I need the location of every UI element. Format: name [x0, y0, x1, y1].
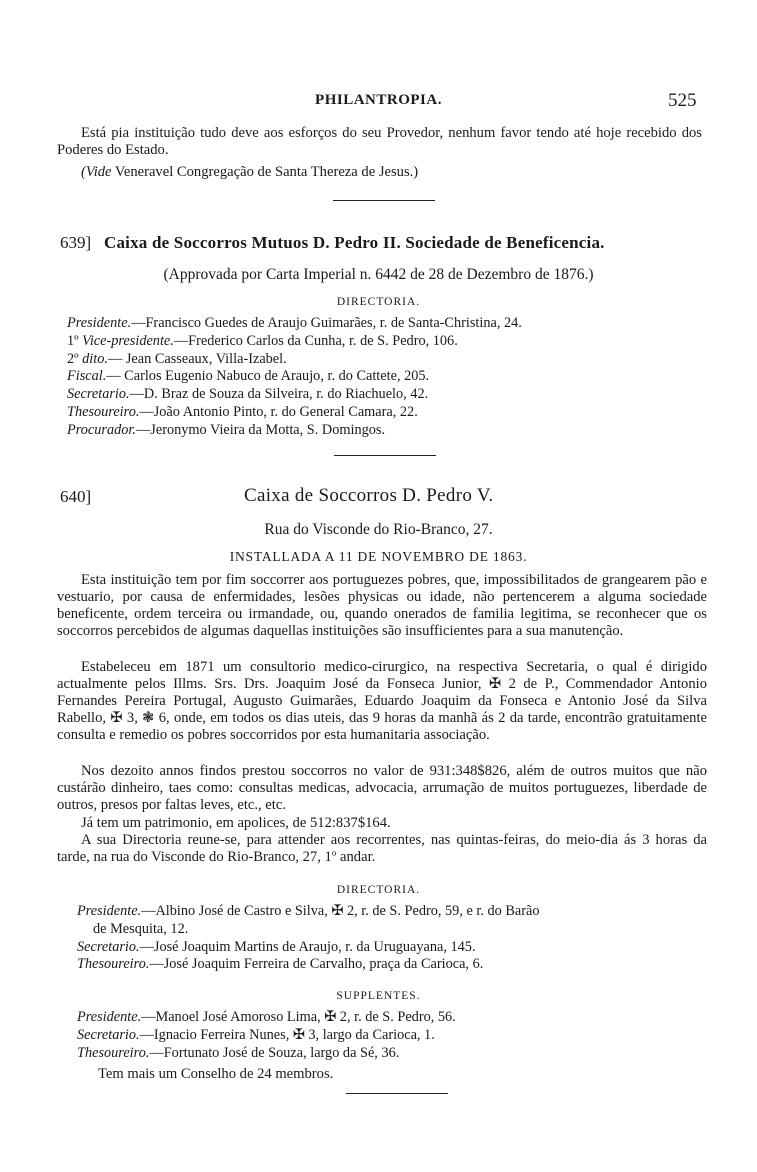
board-role: Secretario. [77, 1026, 140, 1043]
board-member-continuation: de Mesquita, 12. [93, 920, 189, 937]
board-heading: DIRECTORIA. [336, 296, 421, 308]
board-role: Secretario. [67, 386, 130, 403]
see-also-note [81, 164, 418, 181]
board-member-details: —Frederico Carlos da Cunha, r. de S. Pedro, 106. [173, 332, 458, 349]
board-member-details: —Manoel José Amoroso Lima, ✠ 2, r. de S. Pedro, 56. [141, 1009, 456, 1025]
board-member-details: —Albino José de Castro e Silva, ✠ 2, r. de S. Pedro, 59, e r. do Barão [141, 903, 540, 919]
board-member [67, 422, 522, 440]
board-member-details: —Ignacio Ferreira Nunes, ✠ 3, largo da Carioca, 1. [139, 1026, 435, 1043]
board-member: 1º Vice-presidente.—Frederico Carlos da Cunha, r. de S. Pedro, 106. [67, 332, 458, 349]
board-member [77, 939, 540, 957]
entry-approval: (Approvada por Carta Imperial n. 6442 de 28 de Dezembro de 1876.) [163, 266, 594, 283]
substitute-member [77, 1009, 456, 1027]
board-member: 2º dito.— Jean Casseaux, Villa-Izabel. [67, 350, 287, 367]
board-member-details: —Jeronymo Vieira da Motta, S. Domingos. [135, 421, 386, 438]
description-paragraph: Nos dezoito annos findos prestou soccorros no valor de 931:348$826, além de outros muitos que não custárão dinheiro, taes como: consultas medicas, advocacia, arrumação de muitos portuguezes, liberdade de outros, presos por faltas leves, etc., etc. [57, 763, 707, 813]
preceding-paragraph: Está pia instituição tudo deve aos esforços do seu Provedor, nenhum favor tendo até hoje recebido dos Poderes do Estado. [57, 125, 702, 158]
board-role: Thesoureiro. [77, 956, 150, 973]
board-role: Fiscal. [67, 368, 107, 385]
board-member-details: —D. Braz de Souza da Silveira, r. do Riachuelo, 42. [129, 386, 429, 403]
council-note: Tem mais um Conselho de 24 membros. [98, 1066, 334, 1082]
board-list [77, 903, 540, 974]
description-paragraph: Estabeleceu em 1871 um consultorio medico-cirurgico, na respectiva Secretaria, o qual é dirigido actualmente pelos Illms. Srs. Drs. Joaquim José da Fonseca Junior, ✠ 2 de P., Commendador Antonio Fernandes Pereira Portugal, Augusto Guimarães, Eduardo Joaquim da Fonseca e Antonio José da Silva Rabello, ✠ 3, ❃ 6, onde, em todos os dias uteis, das 9 horas da manhã ás 2 da tarde, encontrão gratuitamente consulta e remedio os pobres soccorridos por esta humanitaria associação. [57, 659, 707, 743]
see-also-prefix: (Vide [81, 164, 112, 180]
entry-title: Caixa de Soccorros Mutuos D. Pedro II. Sociedade de Beneficencia. [104, 233, 605, 252]
substitutes-list [77, 1009, 456, 1062]
description-paragraph: A sua Directoria reune-se, para attender aos recorrentes, nas quintas-feiras, do meio-dia ás 3 horas da tarde, na rua do Visconde do Rio-Branco, 27, 1º andar. [57, 832, 707, 865]
page-number: 525 [668, 90, 697, 111]
section-divider [334, 455, 436, 456]
board-role: Vice-presidente. [82, 332, 174, 349]
board-heading: DIRECTORIA. [336, 884, 421, 896]
entry-title: Caixa de Soccorros D. Pedro V. [244, 485, 494, 506]
board-member-details: —José Joaquim Martins de Araujo, r. da Uruguayana, 145. [139, 938, 476, 955]
board-role: dito. [82, 350, 108, 367]
running-title: PHILANTROPIA. [315, 92, 442, 108]
board-member-details: —Fortunato José de Souza, largo da Sé, 36. [149, 1044, 400, 1061]
substitute-member [77, 1045, 456, 1063]
board-member-details: —José Joaquim Ferreira de Carvalho, praça da Carioca, 6. [149, 956, 484, 973]
substitutes-heading: SUPPLENTES. [336, 990, 421, 1002]
board-member-details: —Francisco Guedes de Araujo Guimarães, r. de Santa-Christina, 24. [131, 315, 522, 331]
description-paragraph: Já tem um patrimonio, em apolices, de 512:837$164. [81, 815, 391, 831]
board-member [67, 368, 522, 386]
entry-number: 640] [60, 487, 92, 506]
board-role: Presidente. [67, 315, 132, 331]
entry-number: 639] [60, 233, 92, 252]
section-divider [346, 1093, 448, 1094]
board-role: Thesoureiro. [77, 1044, 150, 1061]
board-role: Secretario. [77, 938, 140, 955]
board-member-details: — Jean Casseaux, Villa-Izabel. [107, 350, 287, 367]
entry-address: Rua do Visconde do Rio-Branco, 27. [264, 521, 493, 538]
board-member [67, 315, 522, 333]
board-role: Presidente. [77, 1009, 142, 1025]
board-member-details: —João Antonio Pinto, r. do General Camara, 22. [139, 403, 418, 420]
board-role: Thesoureiro. [67, 403, 140, 420]
installation-date: INSTALLADA A 11 DE NOVEMBRO DE 1863. [229, 549, 528, 564]
board-member-details: — Carlos Eugenio Nabuco de Araujo, r. do Cattete, 205. [106, 368, 430, 385]
board-member [77, 903, 540, 921]
description-paragraph: Esta instituição tem por fim soccorrer aos portuguezes pobres, que, impossibilitados de grangearem pão e vestuario, por causa de enfermidades, lesões physicas ou idade, não pertencerem a alguma sociedade beneficente, ordem terceira ou irmandade, ou, quando onerados de familia legitima, se reconhecer que os soccorros percebidos de algumas daquellas instituições são insufficientes para a sua manutenção. [57, 572, 707, 639]
see-also-text: Veneravel Congregação de Santa Thereza de Jesus.) [111, 164, 419, 180]
section-divider [333, 200, 435, 201]
board-role: Procurador. [67, 421, 136, 438]
board-list [67, 315, 522, 440]
board-member [67, 404, 522, 422]
board-role: Presidente. [77, 903, 142, 919]
board-member [67, 386, 522, 404]
board-member [77, 956, 540, 974]
substitute-member [77, 1027, 456, 1045]
